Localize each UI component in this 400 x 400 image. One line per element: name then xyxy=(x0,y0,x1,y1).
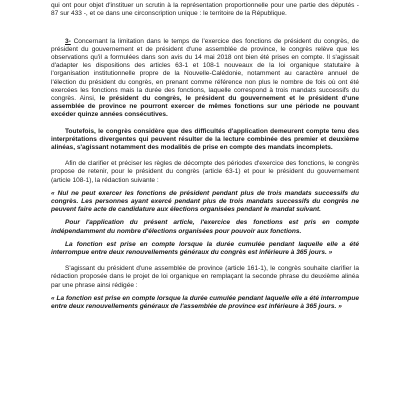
clarifier-text: Afin de clarifier et préciser les règles de décompte des périodes d'exercice des fonctions, le congrès propose de retenir, pour le président du congrès (article 63-1) et pour le président du gouvernement (article 108-1), la rédaction suivante : xyxy=(51,160,359,184)
intro-bold-text xyxy=(272,0,309,1)
province-paragraph: S'agissant du président d'une assemblée de province (article 161-1), le congrès souhaite clarifier la rédaction proposée dans le projet de loi organique en remplaçant la seconde phrase du deuxième alinéa par une phrase ainsi rédigée : xyxy=(51,265,359,289)
section-3-paragraph xyxy=(51,38,359,120)
quote-paragraph-3: La fonction est prise en compte lorsque la durée cumulée pendant laquelle elle a été interrompue entre deux renouvellements généraux du congrès est inférieure à 365 jours. » xyxy=(51,240,359,257)
quote-paragraph-4: « La fonction est prise en compte lorsque la durée cumulée pendant laquelle elle a été interrompue entre deux renouvellements généraux de l'assemblée de province est inférieure à 365 jours. » xyxy=(51,294,359,311)
quote-paragraph-2: Pour l'application du présent article, l'exercice des fonctions est pris en compte indépendamment du nombre d'élections organisées pour pouvoir aux fonctions. xyxy=(51,219,359,235)
section-3-bold-text: le président du congrès, le président du gouvernement et le président d'une assemblée de province ne pourront exercer de mêmes fonctions sur une période ne pouvant excéder quinze années consécutives. xyxy=(51,95,360,119)
intro-paragraph xyxy=(51,0,359,19)
quote-paragraph-1: « Nul ne peut exercer les fonctions de président pendant plus de trois mandats successifs du congrès. Les personnes ayant exercé pendant plus de trois mandats successifs du congrès ne peuvent faire acte de candidature aux élections organisées pendant le mandat suivant. xyxy=(51,189,359,214)
section-number: 3- xyxy=(65,37,71,45)
section-3-text: Concernant la limitation dans le temps de l'exercice des fonctions de président du congrès, de président du gouvernement et de président d'une assemblée de province, le congrès relève que les observations qu'il a formulées dans son avis du 14 mai 2018 ont bien été prises en compte. Il s'agissait d'adapter les dispositions des articles 63-1 et 108-1 nouveaux de la loi organique statutaire à l'organisation institutionnelle propre de la Nouvelle-Calédonie, notamment au caractère annuel de l'élection du président du congrès, en prenant comme référence non plus le nombre de fois où ont été exercées les fonctions mais la durée des fonctions, laquelle correspond à trois mandats successifs du congrès. Ainsi, xyxy=(51,37,359,103)
toutefois-paragraph: Toutefois, le congrès considère que des difficultés d'application demeurent compte tenu des interprétations divergentes qui peuvent résulter de la lecture combinée des premier et deuxième alinéas, s'agissant notamment des modalités de prise en compte des mandats incomplets. xyxy=(51,127,359,152)
intro-text xyxy=(51,0,272,1)
intro-tail-text: qui ont pour objet d'instituer un scrutin à la représentation proportionnelle pour une partie des députés - 87 sur 433 -, et ce dans une circonscription unique : le territoire de la République. xyxy=(51,2,359,18)
clarifier-paragraph xyxy=(51,160,359,185)
document-body xyxy=(51,0,359,311)
